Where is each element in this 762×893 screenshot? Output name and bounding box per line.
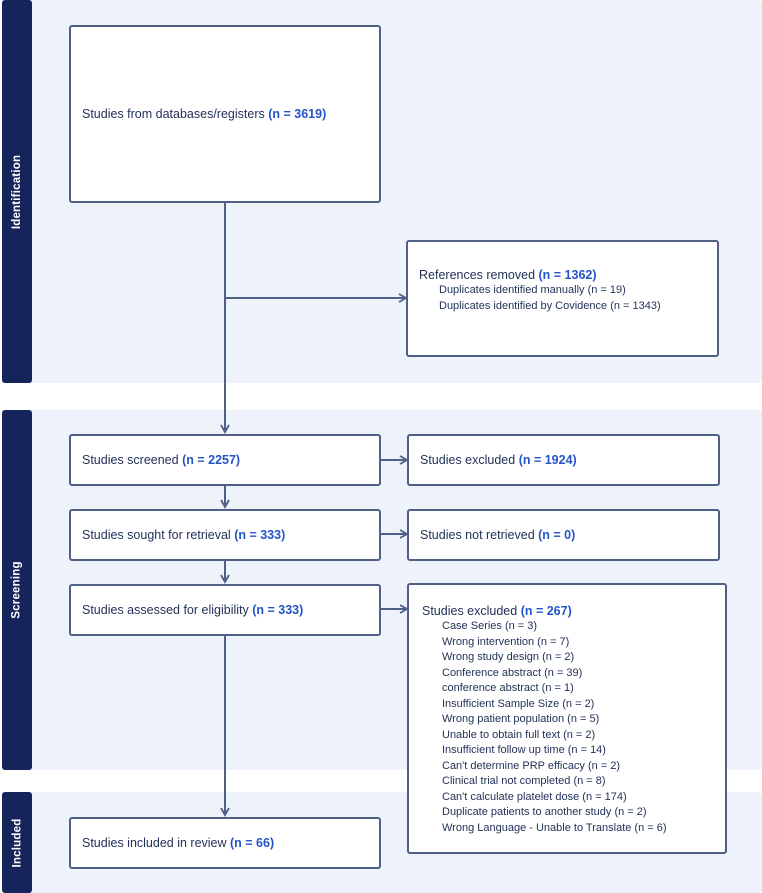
assessed-count: (n = 333): [252, 603, 304, 617]
included-text: Included: [11, 818, 24, 867]
excluded-full-box: [407, 583, 727, 854]
databases-box: [69, 25, 381, 203]
exclusion-reason: Wrong patient population (n = 5): [442, 713, 600, 725]
excluded-screen-box: [407, 434, 720, 486]
sought-text: Studies sought for retrieval (n = 333): [82, 528, 286, 542]
removed-count: (n = 1362): [538, 268, 597, 282]
exclusion-reason: Wrong study design (n = 2): [442, 651, 575, 663]
identification-label: [2, 0, 32, 383]
databases-text: Studies from databases/registers (n = 3619): [82, 107, 327, 121]
included-text: Studies included in review (n = 66): [82, 836, 275, 850]
exclusion-reason: Conference abstract (n = 39): [442, 666, 583, 679]
excluded-full-count: (n = 267): [520, 604, 572, 618]
identification-text: Identification: [11, 154, 24, 229]
removed-heading: References removed (n = 1362): [419, 268, 597, 282]
screened-box: [69, 434, 381, 486]
exclusion-reason: Can't determine PRP efficacy (n = 2): [442, 759, 621, 772]
assessed-text: Studies assessed for eligibility (n = 333): [82, 603, 304, 617]
excluded-screen-text: Studies excluded (n = 1924): [420, 453, 577, 467]
sought-count: (n = 333): [234, 528, 286, 542]
removed-item: Duplicates identified by Covidence (n = 1343): [439, 299, 661, 312]
databases-count: (n = 3619): [268, 107, 327, 121]
removed-box: [406, 240, 719, 357]
exclusion-reason: Duplicate patients to another study (n = 2): [442, 806, 647, 818]
removed-item: Duplicates identified manually (n = 19): [439, 284, 626, 296]
not-retrieved-count: (n = 0): [538, 528, 576, 542]
exclusion-reason: Insufficient follow up time (n = 14): [442, 744, 606, 756]
exclusion-reason: Wrong Language - Unable to Translate (n = 6): [442, 821, 667, 834]
excluded-screen-count: (n = 1924): [518, 453, 577, 467]
not-retrieved-text: Studies not retrieved (n = 0): [420, 528, 576, 542]
assessed-box: [69, 584, 381, 636]
exclusion-reason: Can't calculate platelet dose (n = 174): [442, 790, 627, 803]
excluded-full-heading: Studies excluded (n = 267): [422, 604, 572, 618]
exclusion-reason: Case Series (n = 3): [442, 620, 538, 632]
screening-label: [2, 410, 32, 770]
screening-text: Screening: [11, 561, 23, 619]
included-box: [69, 817, 381, 869]
sought-box: [69, 509, 381, 561]
not-retrieved-box: [407, 509, 720, 561]
screened-text: Studies screened (n = 2257): [82, 453, 241, 467]
exclusion-reason: Insufficient Sample Size (n = 2): [442, 697, 595, 710]
exclusion-reason: Wrong intervention (n = 7): [442, 635, 570, 648]
screened-count: (n = 2257): [182, 453, 241, 467]
exclusion-reason: Clinical trial not completed (n = 8): [442, 775, 606, 787]
exclusion-reason: conference abstract (n = 1): [442, 682, 574, 694]
exclusion-reason: Unable to obtain full text (n = 2): [442, 728, 596, 741]
included-label: [2, 792, 32, 893]
included-count: (n = 66): [230, 836, 275, 850]
